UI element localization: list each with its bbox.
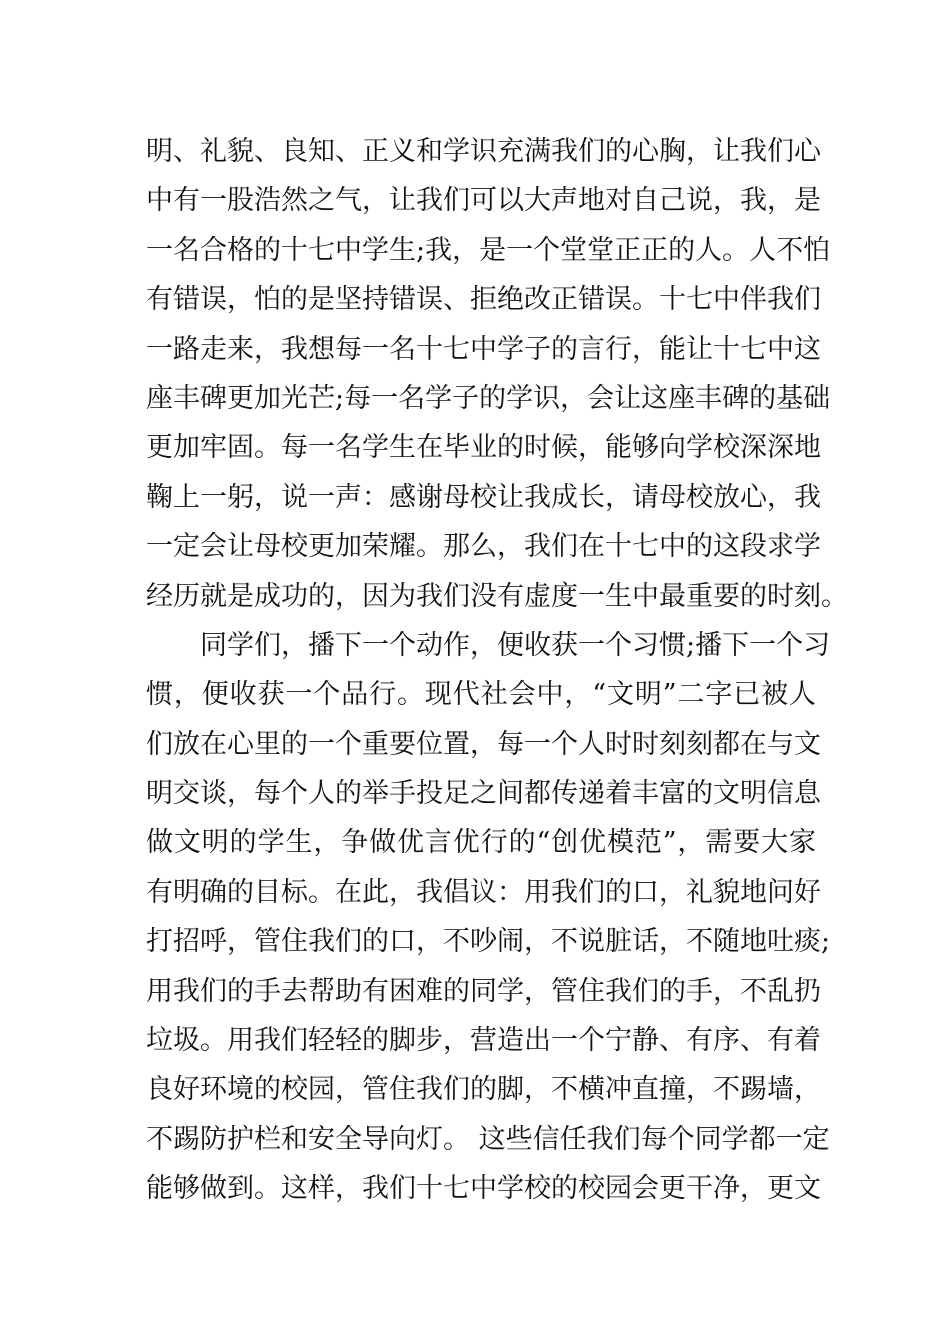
text-line: 们放在心里的一个重要位置，每一个人时时刻刻都在与文 [146, 728, 821, 760]
text-line: 良好环境的校园，管住我们的脚，不横冲直撞，不踢墙， [146, 1074, 821, 1106]
text-line: 明交谈，每个人的举手投足之间都传递着丰富的文明信息 [146, 778, 821, 810]
text-line: 更加牢固。每一名学生在毕业的时候，能够向学校深深地 [146, 432, 821, 464]
text-line: 用我们的手去帮助有困难的同学，管住我们的手，不乱扔 [146, 975, 821, 1007]
text-line: 一路走来，我想每一名十七中学子的言行，能让十七中这 [146, 333, 821, 365]
text-line: 惯，便收获一个品行。现代社会中，“文明”二字已被人 [146, 679, 816, 711]
paragraph-end-line: 经历就是成功的，因为我们没有虚度一生中最重要的时刻。 [146, 580, 848, 612]
text-line: 一名合格的十七中学生;我，是一个堂堂正正的人。人不怕 [146, 234, 831, 266]
text-line: 中有一股浩然之气，让我们可以大声地对自己说，我，是 [146, 185, 821, 217]
text-line: 一定会让母校更加荣耀。那么，我们在十七中的这段求学 [146, 531, 821, 563]
text-line: 能够做到。这样，我们十七中学校的校园会更干净，更文 [146, 1173, 821, 1205]
body-text [146, 127, 848, 1214]
text-line: 不踢防护栏和安全导向灯。 这些信任我们每个同学都一定 [146, 1123, 830, 1155]
text-line: 鞠上一躬，说一声：感谢母校让我成长，请母校放心，我 [146, 481, 821, 513]
text-line: 有错误，怕的是坚持错误、拒绝改正错误。十七中伴我们 [146, 284, 821, 316]
text-line: 明、礼貌、良知、正义和学识充满我们的心胸，让我们心 [146, 136, 821, 167]
text-line: 做文明的学生，争做优言优行的“创优模范”，需要大家 [146, 827, 816, 859]
text-line: 座丰碑更加光芒;每一名学子的学识，会让这座丰碑的基础 [146, 382, 831, 414]
text-line: 垃圾。用我们轻轻的脚步，营造出一个宁静、有序、有着 [146, 1025, 821, 1057]
paragraph-start-line: 同学们，播下一个动作，便收获一个习惯;播下一个习 [200, 629, 831, 661]
text-line: 有明确的目标。在此，我倡议：用我们的口，礼貌地问好 [146, 876, 821, 908]
text-line: 打招呼，管住我们的口，不吵闹，不说脏话，不随地吐痰; [146, 926, 831, 958]
